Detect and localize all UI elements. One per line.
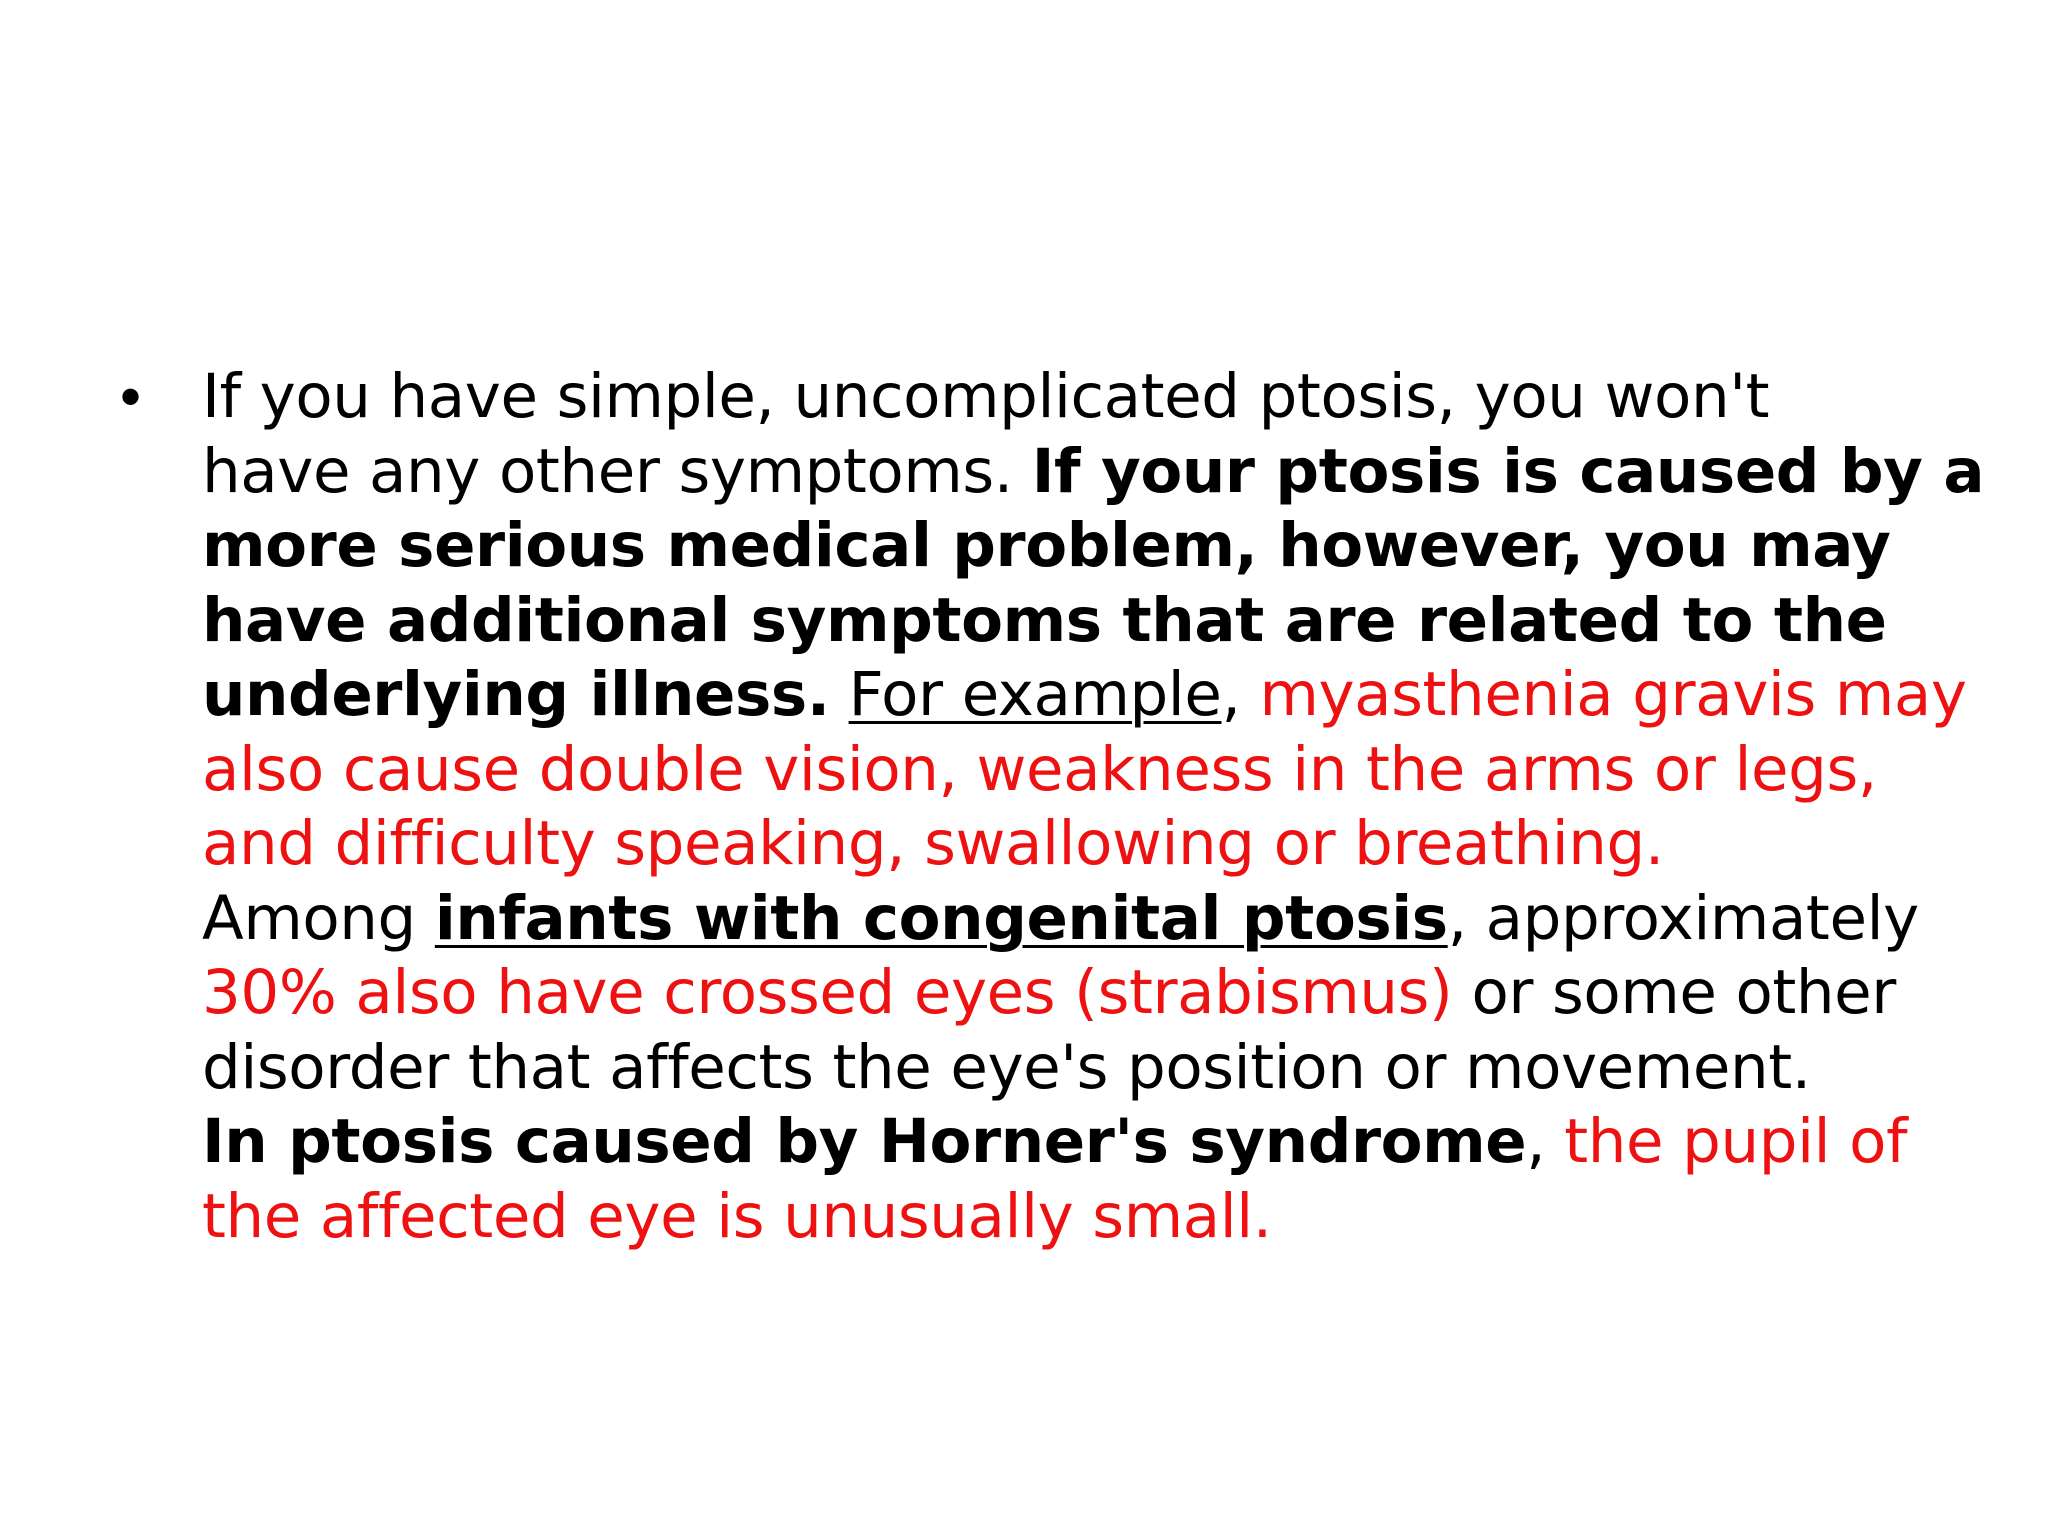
text-run: have any other symptoms.: [202, 435, 1032, 507]
text-run: ,: [1221, 659, 1260, 730]
text-line-7: [202, 807, 1984, 882]
text-run-bold: have additional symptoms that are related to the: [202, 584, 1887, 656]
bullet-glyph: •: [120, 363, 142, 430]
text-line-1: [202, 360, 1984, 435]
text-line-12: [202, 1180, 1984, 1255]
text-run: Among: [202, 882, 435, 954]
text-run-bold: underlying illness.: [202, 659, 830, 730]
text-run-red: the affected eye is unusually small.: [202, 1180, 1272, 1252]
bullet-item: [120, 360, 1985, 1254]
text-line-10: [202, 1031, 1984, 1106]
text-run-bold: In ptosis caused by Horner's syndrome: [202, 1106, 1527, 1177]
text-line-2: [202, 435, 1984, 510]
text-run-underline: For example: [848, 659, 1222, 730]
text-run-red: and difficulty speaking, swallowing or breathing.: [202, 808, 1664, 879]
bullet-paragraph: [202, 360, 1984, 1254]
text-run-red: also cause double vision, weakness in the arms or legs,: [202, 733, 1877, 805]
text-line-3: [202, 509, 1984, 584]
text-line-4: [202, 584, 1984, 659]
text-run-bold-underline: infants with congenital ptosis: [434, 882, 1448, 954]
text-run-red: 30% also have crossed eyes (strabismus): [202, 957, 1453, 1028]
text-run: If you have simple, uncomplicated ptosis, you won't: [202, 361, 1770, 432]
text-run-bold: If your ptosis is caused by a: [1031, 435, 1985, 507]
text-run: ,: [1526, 1106, 1565, 1177]
text-run: , approximately: [1447, 882, 1919, 954]
text-line-8: [202, 882, 1984, 957]
text-line-11: [202, 1105, 1984, 1180]
text-line-6: [202, 733, 1984, 808]
text-run: or some other: [1452, 957, 1896, 1028]
text-run-bold: more serious medical problem, however, you may: [202, 510, 1891, 581]
text-run-red: the pupil of: [1564, 1106, 1908, 1177]
text-line-9: [202, 956, 1984, 1031]
text-run-red: myasthenia gravis may: [1259, 659, 1967, 730]
text-run: disorder that affects the eye's position or movement.: [202, 1031, 1811, 1103]
text-line-5: [202, 658, 1984, 733]
text-run: [830, 659, 849, 730]
